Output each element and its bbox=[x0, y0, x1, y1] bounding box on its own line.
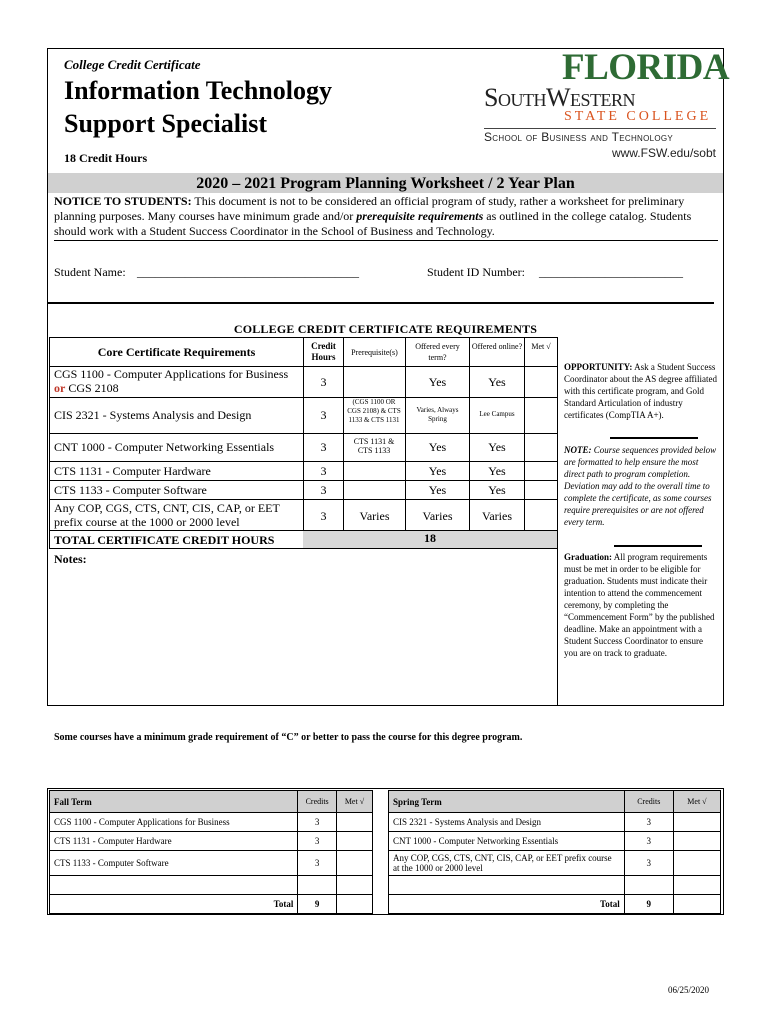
course-a: CGS 1100 - Computer Applications for Business bbox=[54, 367, 289, 381]
spring-row-4-course[interactable] bbox=[389, 876, 625, 895]
spring-row-2-met[interactable] bbox=[673, 832, 720, 851]
note-text: Course sequences provided below are formatted to help ensure the most direct path to program completion. Deviation may add to the overall time to complete the certificate, as some courses require prerequisites or are not offered every term. bbox=[564, 445, 717, 527]
logo-divider bbox=[484, 128, 716, 129]
notice-divider bbox=[54, 240, 718, 241]
req-row-5-course: CTS 1133 - Computer Software bbox=[54, 483, 207, 497]
spring-row-4-credits[interactable] bbox=[624, 876, 673, 895]
course-b: CGS 2108 bbox=[65, 381, 119, 395]
table-row bbox=[50, 851, 373, 876]
worksheet-banner: 2020 – 2021 Program Planning Worksheet / 2 Year Plan bbox=[48, 173, 723, 193]
req-grid-v2 bbox=[343, 337, 344, 530]
req-row-4-offered: Yes bbox=[428, 464, 447, 478]
spring-row-1-credits: 3 bbox=[624, 813, 673, 832]
fall-term-header: Fall Term bbox=[50, 791, 298, 813]
req-row-4-course: CTS 1131 - Computer Hardware bbox=[54, 464, 211, 478]
sidebar-divider-2 bbox=[614, 545, 702, 547]
fall-row-4-credits[interactable] bbox=[298, 876, 337, 895]
notes-label: Notes: bbox=[54, 552, 87, 566]
req-grid-v3 bbox=[405, 337, 406, 530]
req-row-1-credit: 3 bbox=[320, 375, 327, 389]
total-label: TOTAL CERTIFICATE CREDIT HOURS bbox=[54, 533, 275, 547]
req-row-6-online: Varies bbox=[482, 509, 512, 523]
student-name-label: Student Name: bbox=[54, 265, 126, 279]
req-grid-v5 bbox=[524, 337, 525, 530]
spring-total-met bbox=[673, 895, 720, 914]
header-course: Core Certificate Requirements bbox=[97, 345, 256, 359]
spring-row-3-met[interactable] bbox=[673, 851, 720, 876]
fall-term-table bbox=[49, 790, 373, 914]
req-row-6-prereq: Varies bbox=[359, 509, 390, 523]
fall-row-2-credits: 3 bbox=[298, 832, 337, 851]
fall-row-4-met[interactable] bbox=[336, 876, 372, 895]
table-row bbox=[389, 813, 721, 832]
req-grid-v0 bbox=[49, 337, 50, 548]
header-online: Offered online? bbox=[471, 342, 523, 351]
sidebar-divider-1 bbox=[610, 437, 698, 439]
req-row-2-prereq: (CGS 1100 OR CGS 2108) & CTS 1133 & CTS 1131 bbox=[347, 398, 401, 424]
logo-url: www.FSW.edu/sobt bbox=[611, 146, 716, 160]
spring-row-1-met[interactable] bbox=[673, 813, 720, 832]
fall-row-1-credits: 3 bbox=[298, 813, 337, 832]
fall-credits-header: Credits bbox=[298, 791, 337, 813]
table-row bbox=[50, 832, 373, 851]
sequence-note bbox=[564, 444, 718, 528]
header-credit: Credit Hours bbox=[311, 341, 336, 362]
opportunity-lead: OPPORTUNITY: bbox=[564, 362, 633, 372]
spring-row-3-course: Any COP, CGS, CTS, CNT, CIS, CAP, or EET prefix course at the 1000 or 2000 level bbox=[389, 851, 625, 876]
logo-school: School of Business and Technology bbox=[484, 130, 674, 144]
logo-florida: FLORIDA bbox=[562, 47, 730, 88]
spring-credits-header: Credits bbox=[624, 791, 673, 813]
spring-row-2-credits: 3 bbox=[624, 832, 673, 851]
student-id-label: Student ID Number: bbox=[427, 265, 525, 279]
fall-total: 9 bbox=[298, 895, 337, 914]
table-row bbox=[389, 832, 721, 851]
header-offered: Offered every term? bbox=[415, 342, 460, 362]
table-row bbox=[50, 876, 373, 895]
req-row-1-online: Yes bbox=[488, 375, 506, 389]
logo-southwestern: SouthWestern bbox=[484, 83, 635, 112]
req-grid-h8 bbox=[49, 548, 557, 549]
req-row-5-online: Yes bbox=[488, 483, 506, 497]
fall-row-1-met[interactable] bbox=[336, 813, 372, 832]
req-row-3-course: CNT 1000 - Computer Networking Essentials bbox=[54, 440, 275, 454]
or-word: or bbox=[54, 381, 66, 395]
footer-date: 06/25/2020 bbox=[668, 985, 710, 995]
fall-total-label: Total bbox=[50, 895, 298, 914]
req-row-1-course bbox=[54, 367, 302, 395]
notice-emphasis: prerequisite requirements bbox=[356, 209, 484, 223]
fall-total-met bbox=[336, 895, 372, 914]
spring-total: 9 bbox=[624, 895, 673, 914]
spring-row-1-course: CIS 2321 - Systems Analysis and Design bbox=[389, 813, 625, 832]
student-id-field[interactable]: ________________________ bbox=[539, 265, 683, 279]
req-row-3-credit: 3 bbox=[320, 440, 327, 454]
fall-row-3-credits: 3 bbox=[298, 851, 337, 876]
certificate-type: College Credit Certificate bbox=[64, 57, 201, 72]
notice-to-students bbox=[54, 194, 718, 239]
spring-term-header: Spring Term bbox=[389, 791, 625, 813]
spring-met-header: Met √ bbox=[673, 791, 720, 813]
graduation-note bbox=[564, 551, 718, 659]
fall-row-1-course: CGS 1100 - Computer Applications for Business bbox=[50, 813, 298, 832]
req-row-3-prereq: CTS 1131 & CTS 1133 bbox=[353, 437, 395, 455]
table-row bbox=[50, 813, 373, 832]
note-lead: NOTE: bbox=[564, 445, 592, 455]
credit-hours: 18 Credit Hours bbox=[64, 151, 148, 165]
notice-text-1: This document is not to be considered an official program of study, rather a worksheet for preliminary planning purposes. Many courses have minimum grade and/or bbox=[54, 194, 685, 223]
header-met: Met √ bbox=[531, 342, 551, 351]
notice-lead: NOTICE TO STUDENTS: bbox=[54, 194, 192, 208]
spring-row-4-met[interactable] bbox=[673, 876, 720, 895]
fall-row-3-course: CTS 1133 - Computer Software bbox=[50, 851, 298, 876]
spring-term-table bbox=[388, 790, 721, 914]
spring-total-label: Total bbox=[389, 895, 625, 914]
req-grid-v1 bbox=[303, 337, 304, 530]
req-grid-v6 bbox=[557, 337, 558, 706]
req-row-4-credit: 3 bbox=[320, 464, 327, 478]
table-row bbox=[389, 851, 721, 876]
opportunity-text: Ask a Student Success Coordinator about the AS degree affiliated with this certificate program, and Gold Standard Articulation of industry certificates (CompTIA A+). bbox=[564, 362, 718, 420]
req-row-6-course: Any COP, CGS, CTS, CNT, CIS, CAP, or EET prefix course at the 1000 or 2000 level bbox=[54, 501, 280, 529]
table-row bbox=[389, 876, 721, 895]
req-row-4-online: Yes bbox=[488, 464, 506, 478]
graduation-lead: Graduation: bbox=[564, 552, 613, 562]
req-row-2-offered: Varies, Always Spring bbox=[416, 406, 459, 423]
logo-state-college: STATE COLLEGE bbox=[564, 109, 712, 124]
opportunity-note bbox=[564, 361, 718, 421]
req-row-3-offered: Yes bbox=[428, 440, 447, 454]
min-grade-note: Some courses have a minimum grade requirement of “C” or better to pass the course for this degree program. bbox=[54, 732, 523, 743]
fall-row-3-met[interactable] bbox=[336, 851, 372, 876]
req-row-1-offered: Yes bbox=[428, 375, 447, 389]
fall-row-2-course: CTS 1131 - Computer Hardware bbox=[50, 832, 298, 851]
req-row-5-credit: 3 bbox=[320, 483, 327, 497]
req-row-5-offered: Yes bbox=[428, 483, 447, 497]
student-divider bbox=[48, 302, 714, 304]
spring-row-3-credits: 3 bbox=[624, 851, 673, 876]
title-line-1: Information Technology bbox=[64, 76, 332, 105]
req-grid-v4 bbox=[469, 337, 470, 530]
req-row-2-credit: 3 bbox=[320, 408, 327, 422]
fall-met-header: Met √ bbox=[336, 791, 372, 813]
spring-row-2-course: CNT 1000 - Computer Networking Essentials bbox=[389, 832, 625, 851]
header-prereq: Prerequisite(s) bbox=[351, 348, 398, 357]
student-name-field[interactable]: _____________________________________ bbox=[137, 265, 359, 279]
title-line-2: Support Specialist bbox=[64, 109, 267, 138]
graduation-text: All program requirements must be met in order to be eligible for graduation. Students must indicate their intention to attend the commencement ceremony, by completing the “Commencement Form” by the published deadline. Make an appointment with a Student Success Coordinator to ensure you are on track to graduate. bbox=[564, 552, 715, 658]
req-row-6-offered: Varies bbox=[422, 509, 453, 523]
fall-row-2-met[interactable] bbox=[336, 832, 372, 851]
fsw-logo bbox=[484, 47, 730, 164]
page-title bbox=[64, 74, 332, 140]
req-row-3-online: Yes bbox=[488, 440, 506, 454]
req-row-2-course: CIS 2321 - Systems Analysis and Design bbox=[54, 408, 252, 422]
fall-row-4-course[interactable] bbox=[50, 876, 298, 895]
total-value: 18 bbox=[424, 531, 436, 545]
req-row-2-online: Lee Campus bbox=[479, 410, 515, 418]
req-row-6-credit: 3 bbox=[320, 509, 327, 523]
requirements-title: COLLEGE CREDIT CERTIFICATE REQUIREMENTS bbox=[233, 322, 538, 336]
notice-text-2: as outlined in the college catalog. Students should work with a Student Success Coordinator in the School of Business and Technology. bbox=[54, 209, 692, 238]
